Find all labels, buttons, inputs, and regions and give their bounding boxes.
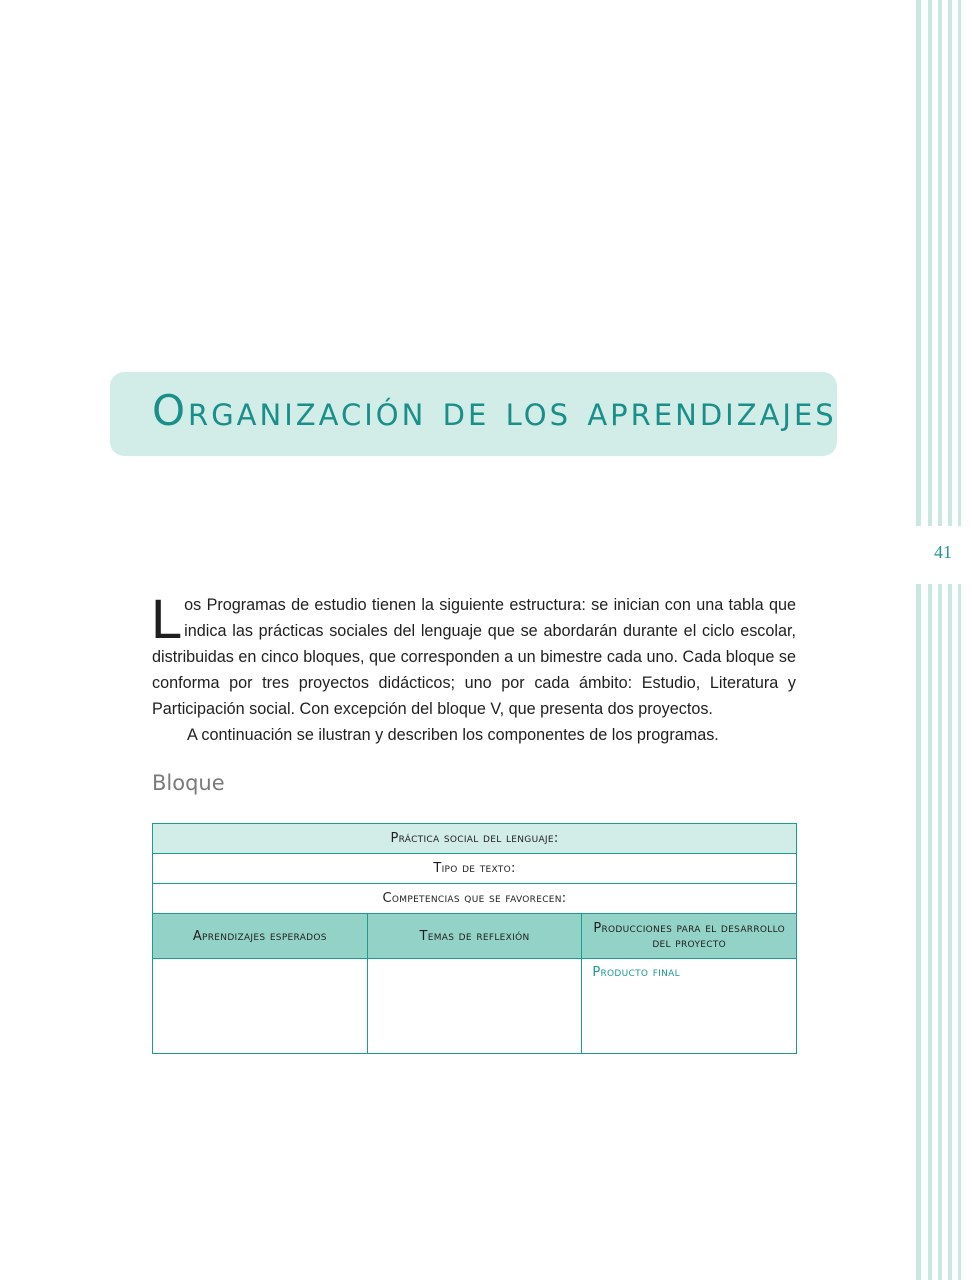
cell-expected-learning	[153, 959, 368, 1054]
table-row-competencies	[153, 884, 797, 914]
cell-reflection-topics	[367, 959, 582, 1054]
practice-label: Práctica social del lenguaje:	[153, 824, 797, 854]
intro-paragraph-1	[151, 587, 796, 722]
stripe-4	[948, 0, 952, 1280]
table-row-headers	[153, 914, 797, 959]
page-title: Organización de los aprendizajes	[152, 386, 837, 435]
column-header-expected-learning: Aprendizajes esperados	[153, 914, 368, 959]
table-row-practice	[153, 824, 797, 854]
intro-paragraph-1-text: os Programas de estudio tienen la siguiente estructura: se inician con una tabla que indica las prácticas sociales del lenguaje que se abordarán durante el ciclo escolar, distribuidas en cinco bloques, que corresponden a un bimestre cada uno. Cada bloque se conforma por tres proyectos didácticos; uno por cada ámbito: Estudio, Literatura y Participación social. Con excepción del bloque V, que presenta dos proyectos.	[152, 596, 796, 718]
table-row-text-type	[153, 854, 797, 884]
intro-text	[151, 587, 796, 748]
side-stripes	[914, 0, 972, 1280]
competencies-label: Competencias que se favorecen:	[153, 884, 797, 914]
stripe-5	[958, 0, 961, 1280]
text-type-label: Tipo de texto:	[153, 854, 797, 884]
intro-paragraph-2: A continuación se ilustran y describen los componentes de los programas.	[187, 726, 719, 744]
cell-productions	[582, 959, 797, 1054]
final-product-label: Producto final	[592, 965, 680, 980]
table-row-body	[153, 959, 797, 1054]
column-header-productions: Producciones para el desarrollo del proyecto	[582, 914, 797, 959]
structure-table	[152, 823, 797, 1054]
stripe-3	[938, 0, 942, 1280]
column-header-reflection-topics: Temas de reflexión	[367, 914, 582, 959]
page-number: 41	[934, 542, 952, 562]
stripe-2	[928, 0, 932, 1280]
stripe-1	[916, 0, 921, 1280]
section-heading: Bloque	[152, 771, 225, 795]
drop-cap: L	[151, 587, 183, 650]
title-banner	[110, 372, 837, 456]
